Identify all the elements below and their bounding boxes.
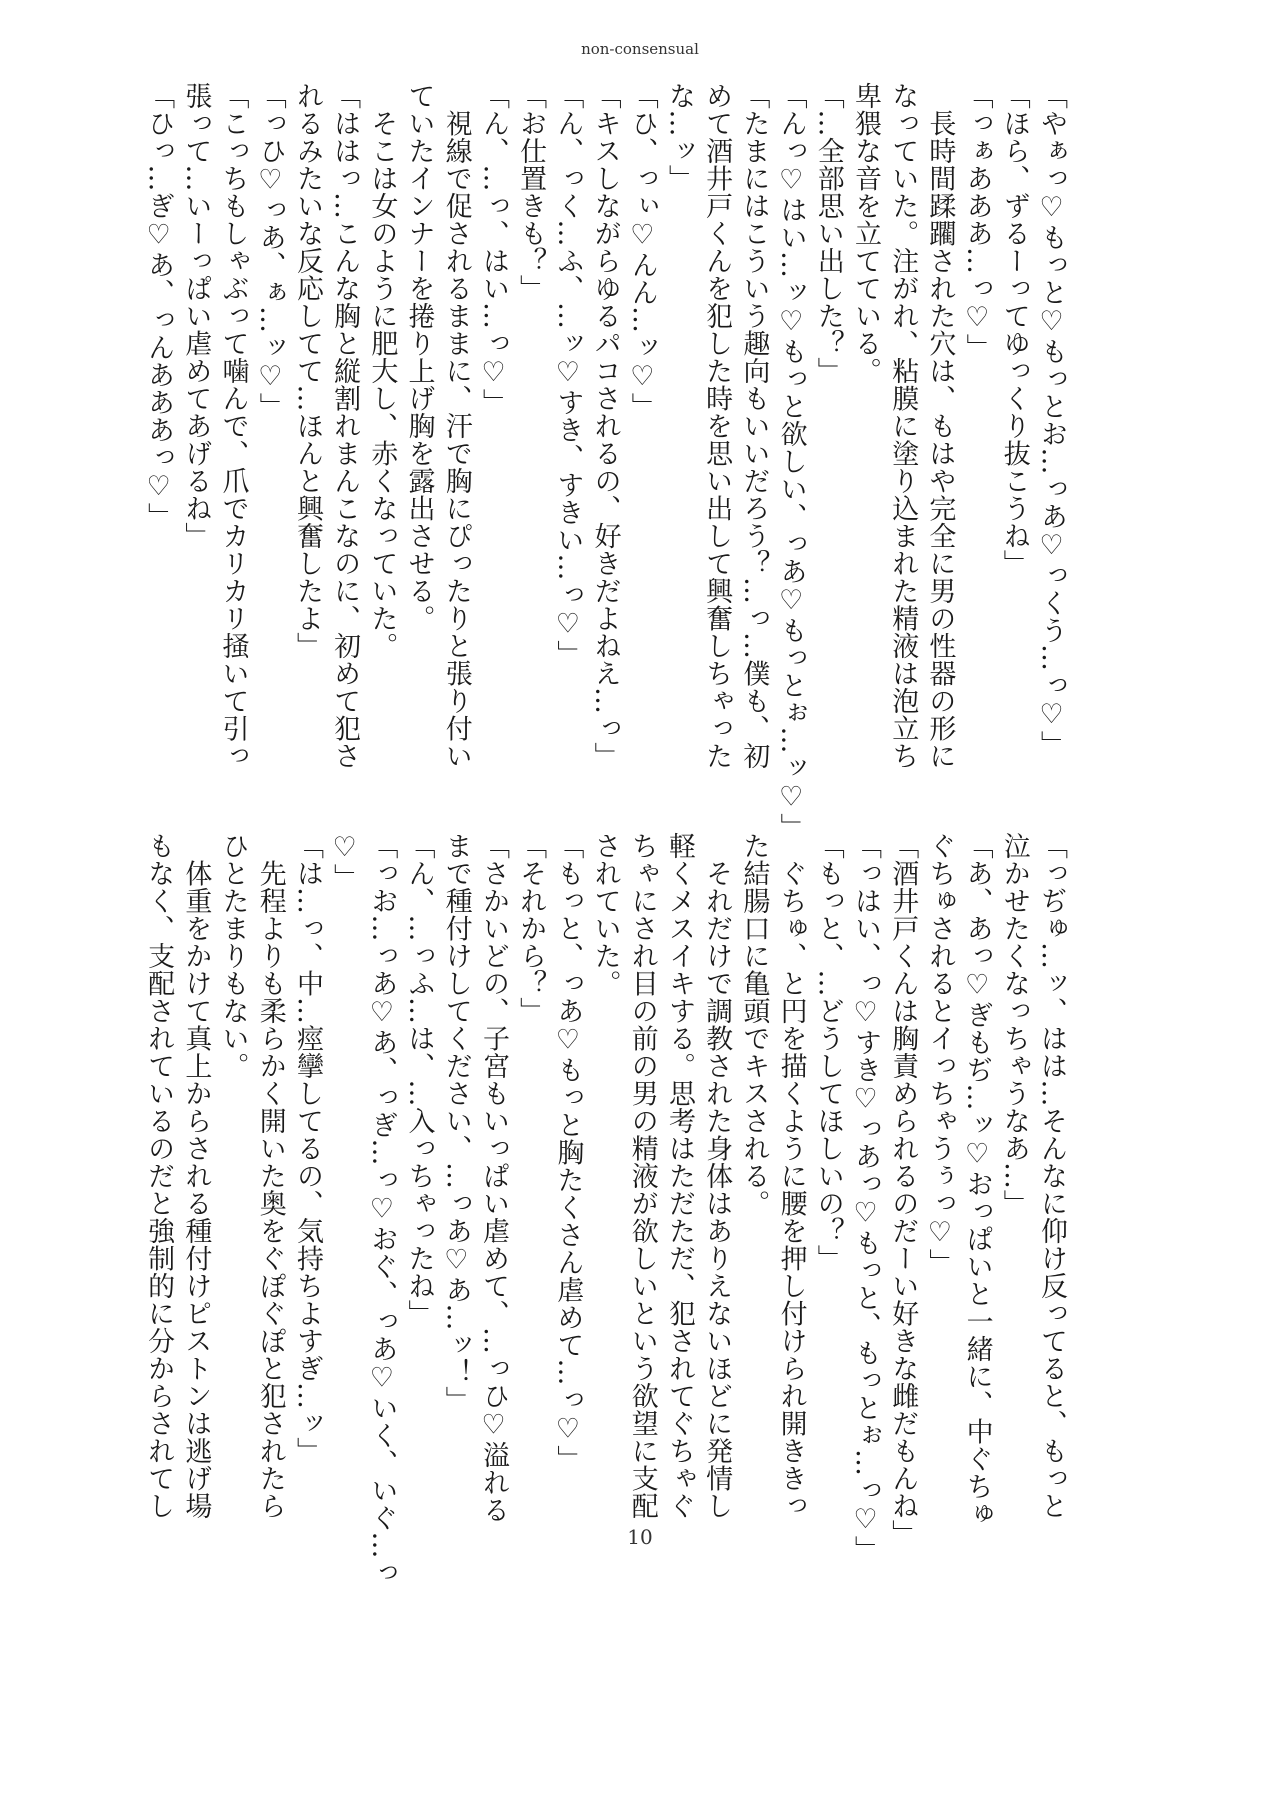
text-column: な…ッ」 [663, 82, 695, 192]
text-column: 体重をかけて真上からされる種付けピストンは逃げ場 [180, 832, 212, 1520]
text-column: 「っぢゅ…ッ、はは…そんなに仰け反ってると、もっと [1036, 832, 1067, 1520]
text-column: 「んっ♡はい…ッ♡もっと欲しい、っあ♡もっとぉ…ッ♡」 [775, 82, 807, 841]
text-column: 長時間蹂躙された穴は、もはや完全に男の性器の形に [924, 82, 956, 770]
text-column: 「キスしながらゆるパコされるの、好きだよねえ…っ」 [589, 82, 621, 770]
text-column: た結腸口に亀頭でキスされる。 [738, 832, 770, 1217]
text-column: ていたインナーを捲り上げ胸を露出させる。 [403, 82, 435, 632]
text-column: 「たまにはこういう趣向もいいだろう？…っ…僕も、初 [738, 82, 770, 770]
text-column: 先程よりも柔らかく開いた奥をぐぽぐぽと犯されたら [254, 832, 286, 1520]
text-column: されていた。 [589, 832, 621, 997]
text-column: 「っはい、っ♡すき♡っあっ♡もっと、もっとぉ…っ♡」 [849, 832, 881, 1563]
text-column: そこは女のように肥大し、赤くなっていた。 [366, 82, 398, 660]
text-column: 「ん、…っふ…は、…入っちゃったね」 [403, 832, 435, 1327]
text-block-top [140, 82, 1070, 841]
text-column: 「ひ、っぃ♡んん…ッ♡」 [626, 82, 658, 420]
text-column: 軽くメスイキする。思考はただただ、犯されてぐちゃぐ [663, 832, 695, 1520]
text-column: 「あ、あっ♡ぎもぢ…ッ♡おっぱいと一緒に、中ぐちゅ [961, 832, 993, 1528]
text-column: 泣かせたくなっちゃうなあ…」 [998, 832, 1030, 1217]
text-column: 卑猥な音を立てている。 [849, 82, 881, 385]
text-column: 「もっと、…どうしてほしいの？」 [812, 832, 844, 1272]
text-column: 「ほら、ずるーってゆっくり抜こうね」 [998, 82, 1030, 577]
text-column: 「っお…っあ♡あ、っぎ…っ♡おぐ、っあ♡いく、いぐ…っ [366, 832, 398, 1587]
text-column: ぐちゅ、と円を描くように腰を押し付けられ開ききっ [775, 832, 807, 1520]
text-column: 「それから？」 [515, 832, 547, 1025]
text-column: 「さかいどの、子宮もいっぱい虐めて、…っひ♡溢れる [477, 832, 509, 1524]
text-column: 「ん、っく…ふ、…ッ♡すき、すきい…っ♡」 [552, 82, 584, 668]
text-column: 張って…いーっぱい虐めてあげるね」 [180, 82, 212, 550]
text-column: ひとたまりもない。 [217, 832, 249, 1080]
text-column: 「お仕置きも？」 [515, 82, 547, 302]
text-column: ちゃにされ目の前の男の精液が欲しいという欲望に支配 [626, 832, 658, 1520]
text-column: それだけで調教された身体はありえないほどに発情し [701, 832, 733, 1520]
text-column: 「もっと、っあ♡もっと胸たくさん虐めて…っ♡」 [552, 832, 584, 1473]
text-column: 「ひっ…ぎ♡あ、っんあああっ♡」 [143, 82, 175, 530]
text-column: 「は…っ、中…痙攣してるの、気持ちよすぎ…ッ」 [291, 832, 323, 1465]
page-number: 10 [627, 1525, 653, 1549]
text-column: 「ははっ…こんな胸と縦割れまんこなのに、初めて犯さ [329, 82, 361, 770]
text-column: もなく、支配されているのだと強制的に分からされてし [143, 832, 175, 1520]
running-header: non-consensual [581, 40, 699, 58]
text-column: 「…全部思い出した？」 [812, 82, 844, 385]
text-column: 「ん、…っ、はい…っ♡」 [477, 82, 509, 416]
text-column: 「こっちもしゃぶって噛んで、爪でカリカリ掻いて引っ [217, 82, 249, 770]
text-column: めて酒井戸くんを犯した時を思い出して興奮しちゃった [701, 82, 733, 770]
text-column: ♡」 [329, 832, 361, 891]
text-column: ぐちゅされるとイっちゃうぅっ♡」 [924, 832, 956, 1276]
text-column: 「やぁっ♡もっと♡もっとお…っあ♡っくう…っ♡」 [1036, 82, 1067, 758]
text-column: 「っひ♡っあ、ぁ…ッ♡」 [254, 82, 286, 420]
text-column: なっていた。注がれ、粘膜に塗り込まれた精液は泡立ち [887, 82, 919, 770]
text-column: まで種付けしてください、…っあ♡あ…ッ！」 [440, 832, 472, 1414]
text-column: 「っぁあああ…っ♡」 [961, 82, 993, 361]
text-column: 「酒井戸くんは胸責められるのだーい好きな雌だもんね」 [887, 832, 919, 1547]
text-column: れるみたいな反応してて…ほんと興奮したよ」 [291, 82, 323, 660]
text-column: 視線で促されるままに、汗で胸にぴったりと張り付い [440, 82, 472, 770]
